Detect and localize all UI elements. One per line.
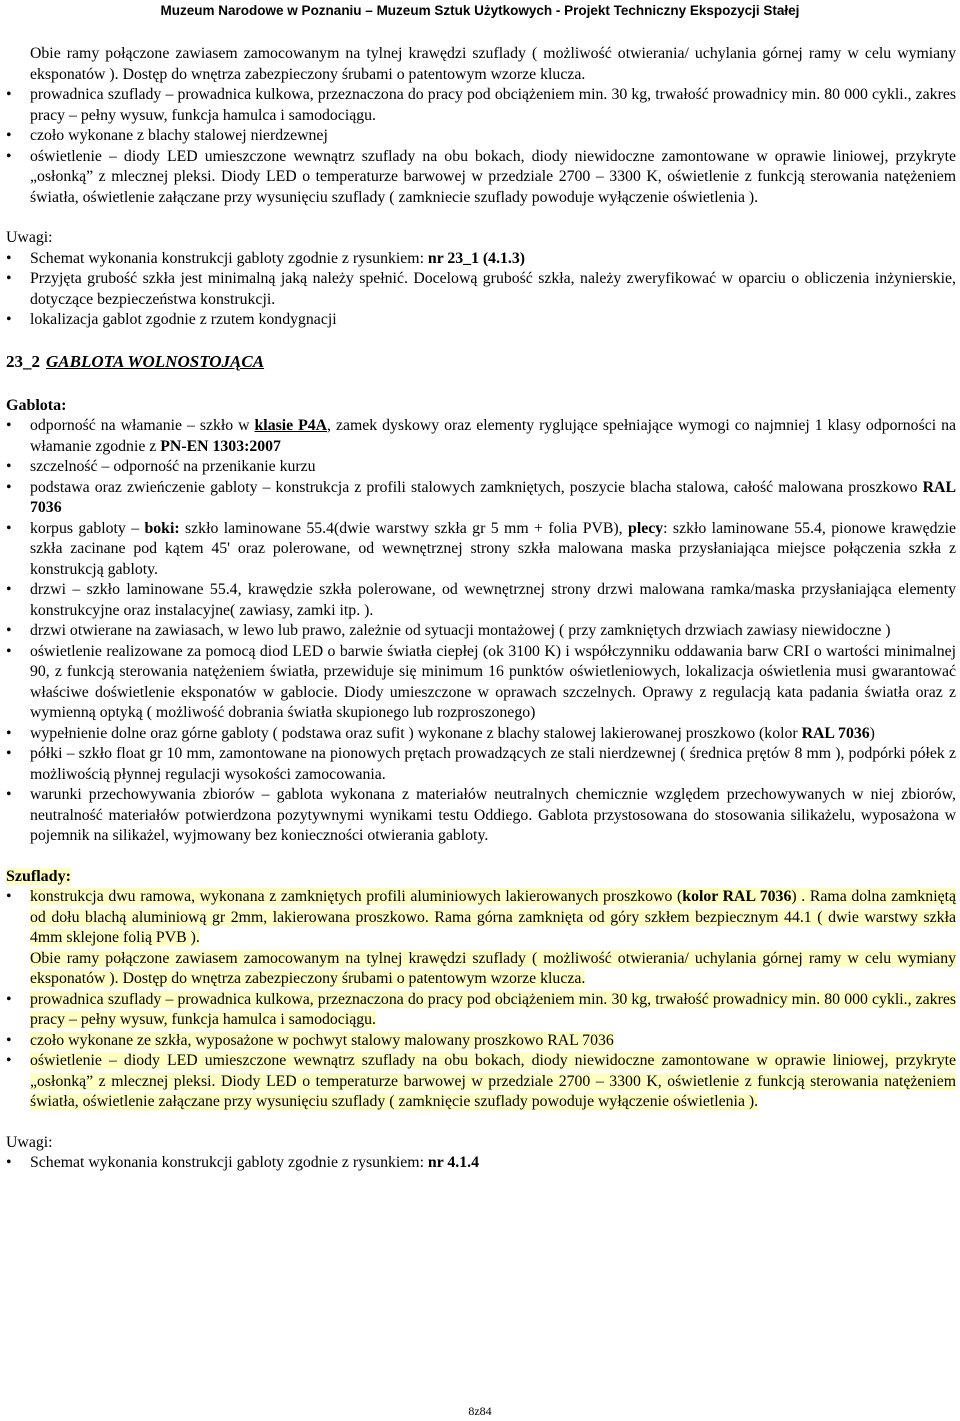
- paragraph-frames: Obie ramy połączone zawiasem zamocowanym na tylnej krawędzi szuflady ( możliwość otwierania/ uchylania górnej ramy w celu wymiany eksponatów ). Dostęp do wnętrza zabezpieczony śrubami o patentowym wzorze klucza.: [30, 45, 956, 83]
- page-header: Muzeum Narodowe w Poznaniu – Muzeum Sztuk Użytkowych - Projekt Techniczny Ekspozycji Stałej: [160, 3, 800, 18]
- paragraph-frames: Obie ramy połączone zawiasem zamocowanym na tylnej krawędzi szuflady ( możliwość otwierania/ uchylania górnej ramy w celu wymiany eksponatów ). Dostęp do wnętrza zabezpieczony śrubami o patentowym wzorze klucza.: [30, 949, 956, 987]
- list-item: • Przyjęta grubość szkła jest minimalną jaką należy spełnić. Docelową grubość szkła, należy zweryfikować w oparciu o obliczenia inżynierskie, dotyczące bezpieczeństwa konstrukcji.: [6, 269, 956, 310]
- list-item: • czoło wykonane ze szkła, wyposażone w pochwyt stalowy malowany proszkowo RAL 7036: [6, 1031, 956, 1052]
- list-item: • drzwi – szkło laminowane 55.4, krawędzie szkła polerowane, od wewnętrznej strony drzwi malowana ramka/maska przysłaniająca elementy konstrukcyjne oraz instalacyjne( zawiasy, zamki itp. ).: [6, 580, 956, 621]
- list-item: • oświetlenie – diody LED umieszczone wewnątrz szuflady na obu bokach, diody niewidoczne zamontowane w oprawie liniowej, przykryte „osłonką” z mlecznej pleksi. Diody LED o temperaturze barwowej w przedziale 2700 – 3300 K, oświetlenie z funkcją sterowania natężeniem światła, oświetlenie załączane przy wysunięciu szuflady ( zamkniecie szuflady powoduje wyłączenie oświetlenia ).: [6, 147, 956, 209]
- notes-heading: Uwagi:: [6, 1133, 53, 1151]
- list-item: • odporność na włamanie – szkło w klasie P4A, zamek dyskowy oraz elementy ryglujące spełniające wymogi co najmniej 1 klasy odporności na włamanie zgodnie z PN-EN 1303:2007: [6, 416, 956, 457]
- list-item: • korpus gabloty – boki: szkło laminowane 55.4(dwie warstwy szkła gr 5 mm + folia PVB), plecy: szkło laminowane 55.4, pionowe krawędzie szkła zacinane pod kątem 45' oraz polerowane, od wewnętrznej strony szkła malowana maska przysłaniająca miejsce połączenia szkła z konstrukcją gabloty.: [6, 519, 956, 581]
- list-item: • prowadnica szuflady – prowadnica kulkowa, przeznaczona do pracy pod obciążeniem min. 30 kg, trwałość prowadnicy min. 80 000 cykli., zakres pracy – pełny wysuw, funkcja hamulca i samodociągu.: [6, 85, 956, 126]
- list-item: • czoło wykonane z blachy stalowej nierdzewnej: [6, 126, 956, 147]
- list-item: • Schemat wykonania konstrukcji gabloty zgodnie z rysunkiem: nr 23_1 (4.1.3): [6, 249, 956, 270]
- list-item: • szczelność – odporność na przenikanie kurzu: [6, 457, 956, 478]
- list-item: • prowadnica szuflady – prowadnica kulkowa, przeznaczona do pracy pod obciążeniem min. 30 kg, trwałość prowadnicy min. 80 000 cykli., zakres pracy – pełny wysuw, funkcja hamulca i samodociągu.: [6, 990, 956, 1031]
- section-title: GABLOTA WOLNOSTOJĄCA: [46, 351, 265, 371]
- list-item: • oświetlenie realizowane za pomocą diod LED o barwie światła ciepłej (ok 3100 K) i współczynniku oddawania barw CRI o wartości minimalnej 90, z funkcją sterowania natężeniem światła, przewiduje się minimum 16 punktów oświetleniowych, lokalizacja oświetlenia musi gwarantować właściwe doświetlenie eksponatów w gablocie. Diody umieszczone w oprawach szczelnych. Oprawy z regulacją kata padania światła oraz z wymienną optyką ( możliwość dobrania światła skupionego lub rozproszonego): [6, 642, 956, 724]
- list-item: • warunki przechowywania zbiorów – gablota wykonana z materiałów neutralnych chemicznie względem przechowywanych w niej zbiorów, neutralność materiałów potwierdzona pozytywnymi wynikami testu Oddiego. Gablota przystosowana do stosowania silikażelu, wyposażona w pojemnik na silikażel, wyjmowany bez konieczności otwierania gabloty.: [6, 785, 956, 847]
- gablota-heading: Gablota:: [6, 396, 67, 414]
- document-body: [6, 44, 956, 1174]
- szuflady-heading: Szuflady:: [6, 867, 71, 885]
- page-number: 8z84: [468, 1404, 492, 1418]
- notes-heading: Uwagi:: [6, 229, 53, 246]
- list-item: • półki – szkło float gr 10 mm, zamontowane na pionowych prętach prowadzących ze stali nierdzewnej ( średnica prętów 8 mm ), podpórki półek z możliwością płynnej regulacji wysokości zamocowania.: [6, 744, 956, 785]
- list-item: • Schemat wykonania konstrukcji gabloty zgodnie z rysunkiem: nr 4.1.4: [6, 1153, 956, 1174]
- list-item: • lokalizacja gablot zgodnie z rzutem kondygnacji: [6, 310, 956, 331]
- section-number: 23_2: [6, 351, 40, 371]
- list-item: • drzwi otwierane na zawiasach, w lewo lub prawo, zależnie od sytuacji montażowej ( przy zamkniętych drzwiach zawiasy niewidoczne ): [6, 621, 956, 642]
- list-item: • podstawa oraz zwieńczenie gabloty – konstrukcja z profili stalowych zamkniętych, poszycie blacha stalowa, całość malowana proszkowo RAL 7036: [6, 478, 956, 519]
- list-item: • wypełnienie dolne oraz górne gabloty ( podstawa oraz sufit ) wykonane z blachy stalowej lakierowanej proszkowo (kolor RAL 7036): [6, 724, 956, 745]
- section-heading: [6, 351, 956, 373]
- list-item: • oświetlenie – diody LED umieszczone wewnątrz szuflady na obu bokach, diody niewidoczne zamontowane w oprawie liniowej, przykryte „osłonką” z mlecznej pleksi. Diody LED o temperaturze barwowej w przedziale 2700 – 3300 K, oświetlenie z funkcją sterowania natężeniem światła, oświetlenie załączane przy wysunięciu szuflady ( zamknięcie szuflady powoduje wyłączenie oświetlenia ).: [6, 1051, 956, 1113]
- list-item: • konstrukcja dwu ramowa, wykonana z zamkniętych profili aluminiowych lakierowanych proszkowo (kolor RAL 7036) . Rama dolna zamkniętą od dołu blachą aluminiową gr 2mm, lakierowana proszkowo. Rama górna zamknięta od góry szkłem bezpiecznym 44.1 ( dwie warstwy szkła 4mm sklejone folią PVB ).: [6, 887, 956, 949]
